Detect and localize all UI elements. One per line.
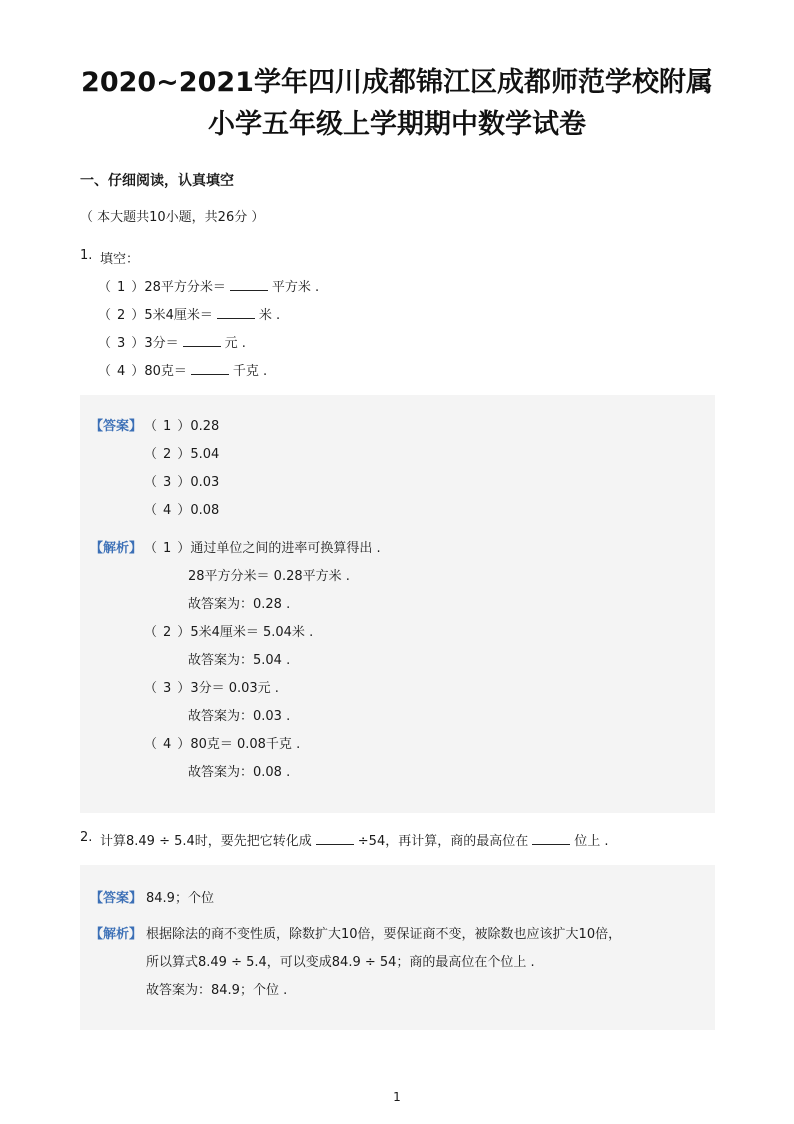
q1-item-4-num: 4 [117, 364, 126, 379]
q1-item-3-after: 元 . [224, 336, 246, 351]
q1-answer-3-value: 0.03 [190, 475, 220, 490]
q1-item-1-num: 1 [117, 280, 126, 295]
blank-line [217, 306, 255, 319]
q1-analysis-3-line-2: 故答案为：0.03 . [188, 709, 291, 724]
q1-answer-4-value: 0.08 [190, 503, 220, 518]
q1-item-1-before: 28平方分米＝ [144, 280, 226, 295]
q1-analysis-2-line-1: 5米4厘米＝ 5.04米 . [190, 625, 314, 640]
q1-analysis-1-line-2: 28平方分米＝ 0.28平方米 . [188, 569, 350, 584]
question-2-number: 2. [80, 830, 93, 845]
answer-label: 【答案】 [90, 891, 143, 906]
q2-answer-box [80, 865, 715, 1030]
question-1-prompt: 填空： [100, 252, 140, 267]
question-2-text [100, 830, 608, 849]
analysis-label: 【解析】 [90, 927, 143, 942]
q1-analysis-3-line-1: 3分＝ 0.03元 . [190, 681, 279, 696]
q1-answer-4: （ 4 ）0.08 [144, 503, 220, 518]
title-line-2: 小学五年级上学期期中数学试卷 [208, 109, 586, 140]
q1-item-2-after: 米 . [258, 308, 281, 323]
page-number: 1 [393, 1090, 401, 1104]
q1-analysis-1-line-3: 故答案为：0.28 . [188, 597, 291, 612]
q1-analysis-4-line-1: 80克＝ 0.08千克 . [190, 737, 301, 752]
q1-item-4-after: 千克 . [232, 364, 268, 379]
q1-analysis-3-num: 3 [163, 681, 172, 696]
section-subtitle: （ 本大题共10小题，共26分 ） [80, 210, 265, 225]
q1-answer-2-value: 5.04 [190, 447, 220, 462]
q2-part-1: 计算8.49 ÷ 5.4时，要先把它转化成 [100, 834, 312, 849]
q1-answer-1-value: 0.28 [190, 419, 220, 434]
q2-part-2: ÷54，再计算，商的最高位在 [357, 834, 529, 849]
q2-analysis-line-3: 故答案为：84.9；个位 . [146, 983, 288, 998]
blank-line [183, 334, 221, 347]
analysis-label: 【解析】 [90, 541, 143, 556]
q1-analysis-4-head: （ 4 ）80克＝ 0.08千克 . [144, 737, 301, 752]
blank-line [230, 278, 268, 291]
q1-item-3: （ 3 ）3分＝ 元 . [98, 336, 246, 351]
question-1-number: 1. [80, 248, 93, 263]
q1-analysis-3-head: （ 3 ）3分＝ 0.03元 . [144, 681, 279, 696]
q2-analysis-line-1: 根据除法的商不变性质，除数扩大10倍，要保证商不变，被除数也应该扩大10倍， [146, 927, 622, 942]
q1-item-3-num: 3 [117, 336, 126, 351]
q1-item-1-after: 平方米 . [271, 280, 320, 295]
q1-analysis-1-line-1: 通过单位之间的进率可换算得出 . [190, 541, 381, 556]
title-line-1: 2020~2021学年四川成都锦江区成都师范学校附属 [81, 67, 713, 98]
q1-item-4: （ 4 ）80克＝ 千克 . [98, 364, 268, 379]
blank-line [532, 832, 570, 845]
q2-analysis-line-2: 所以算式8.49 ÷ 5.4，可以变成84.9 ÷ 54；商的最高位在个位上 . [146, 955, 535, 970]
q1-answer-4-num: 4 [163, 503, 172, 518]
q1-item-2-num: 2 [117, 308, 126, 323]
q1-item-2: （ 2 ）5米4厘米＝ 米 . [98, 308, 281, 323]
q2-answer: 84.9；个位 [146, 891, 214, 906]
q1-answer-3: （ 3 ）0.03 [144, 475, 220, 490]
q1-answer-2: （ 2 ）5.04 [144, 447, 220, 462]
document-title [0, 62, 794, 146]
q1-analysis-2-line-2: 故答案为：5.04 . [188, 653, 291, 668]
q1-analysis-4-num: 4 [163, 737, 172, 752]
q1-answer-box [80, 395, 715, 813]
q1-analysis-2-head: （ 2 ）5米4厘米＝ 5.04米 . [144, 625, 314, 640]
q1-answer-3-num: 3 [163, 475, 172, 490]
blank-line [316, 832, 354, 845]
blank-line [191, 362, 229, 375]
q1-item-4-before: 80克＝ [144, 364, 187, 379]
q1-analysis-4-line-2: 故答案为：0.08 . [188, 765, 291, 780]
answer-label: 【答案】 [90, 419, 143, 434]
q1-analysis-2-num: 2 [163, 625, 172, 640]
q1-item-3-before: 3分＝ [144, 336, 179, 351]
q1-analysis-1-head: （ 1 ）通过单位之间的进率可换算得出 . [144, 541, 381, 556]
q1-answer-2-num: 2 [163, 447, 172, 462]
q1-analysis-1-num: 1 [163, 541, 172, 556]
q1-item-1: （ 1 ）28平方分米＝ 平方米 . [98, 280, 320, 295]
q1-answer-1: （ 1 ）0.28 [144, 419, 220, 434]
q1-answer-1-num: 1 [163, 419, 172, 434]
q1-item-2-before: 5米4厘米＝ [144, 308, 213, 323]
section-heading: 一、仔细阅读，认真填空 [80, 173, 234, 189]
q2-part-3: 位上 . [574, 834, 609, 849]
